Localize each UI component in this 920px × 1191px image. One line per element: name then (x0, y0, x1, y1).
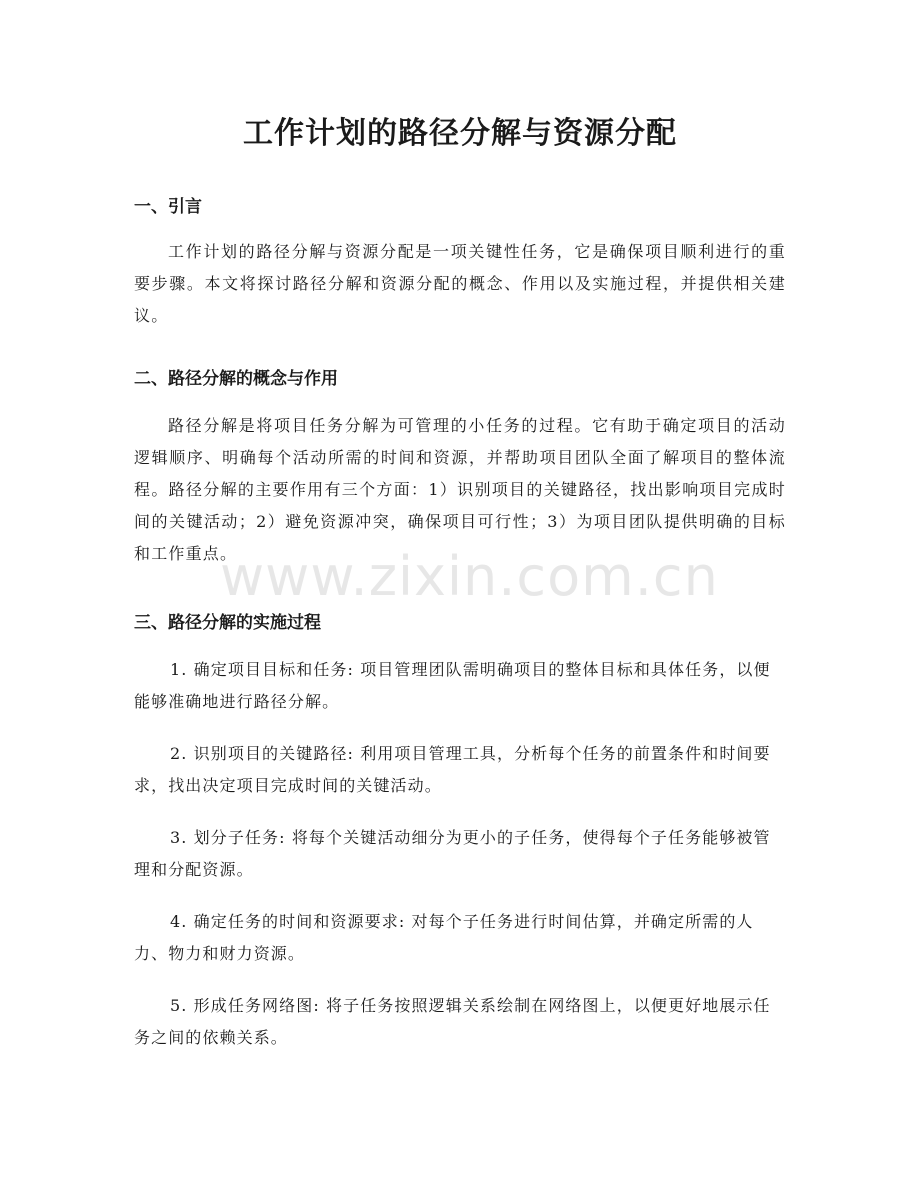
section-heading-path-decomposition-concept: 二、路径分解的概念与作用 (134, 369, 338, 389)
path-decomposition-paragraph: 路径分解是将项目任务分解为可管理的小任务的过程。它有助于确定项目的活动逻辑顺序、明确每个活动所需的时间和资源，并帮助项目团队全面了解项目的整体流程。路径分解的主要作用有三个方面：1）识别项目的关键路径，找出影响项目完成时间的关键活动；2）避免资源冲突，确保项目可行性；3）为项目团队提供明确的目标和工作重点。 (134, 416, 786, 563)
list-item: 1. 确定项目目标和任务: 项目管理团队需明确项目的整体目标和具体任务，以便能够准确地进行路径分解。 (134, 660, 771, 711)
document-title: 工作计划的路径分解与资源分配 (243, 116, 677, 151)
list-item: 2. 识别项目的关键路径: 利用项目管理工具，分析每个任务的前置条件和时间要求，找出决定项目完成时间的关键活动。 (134, 744, 771, 795)
list-item: 5. 形成任务网络图: 将子任务按照逻辑关系绘制在网络图上，以便更好地展示任务之间的依赖关系。 (134, 996, 771, 1047)
section-heading-implementation-process: 三、路径分解的实施过程 (134, 613, 321, 633)
list-item: 3. 划分子任务: 将每个关键活动细分为更小的子任务，使得每个子任务能够被管理和分配资源。 (134, 828, 771, 879)
introduction-paragraph: 工作计划的路径分解与资源分配是一项关键性任务，它是确保项目顺利进行的重要步骤。本文将探讨路径分解和资源分配的概念、作用以及实施过程，并提供相关建议。 (134, 242, 786, 325)
section-heading-introduction: 一、引言 (134, 197, 202, 217)
list-item: 4. 确定任务的时间和资源要求: 对每个子任务进行时间估算，并确定所需的人力、物力和财力资源。 (134, 912, 754, 963)
watermark: www.zixin.com.cn (220, 545, 719, 608)
